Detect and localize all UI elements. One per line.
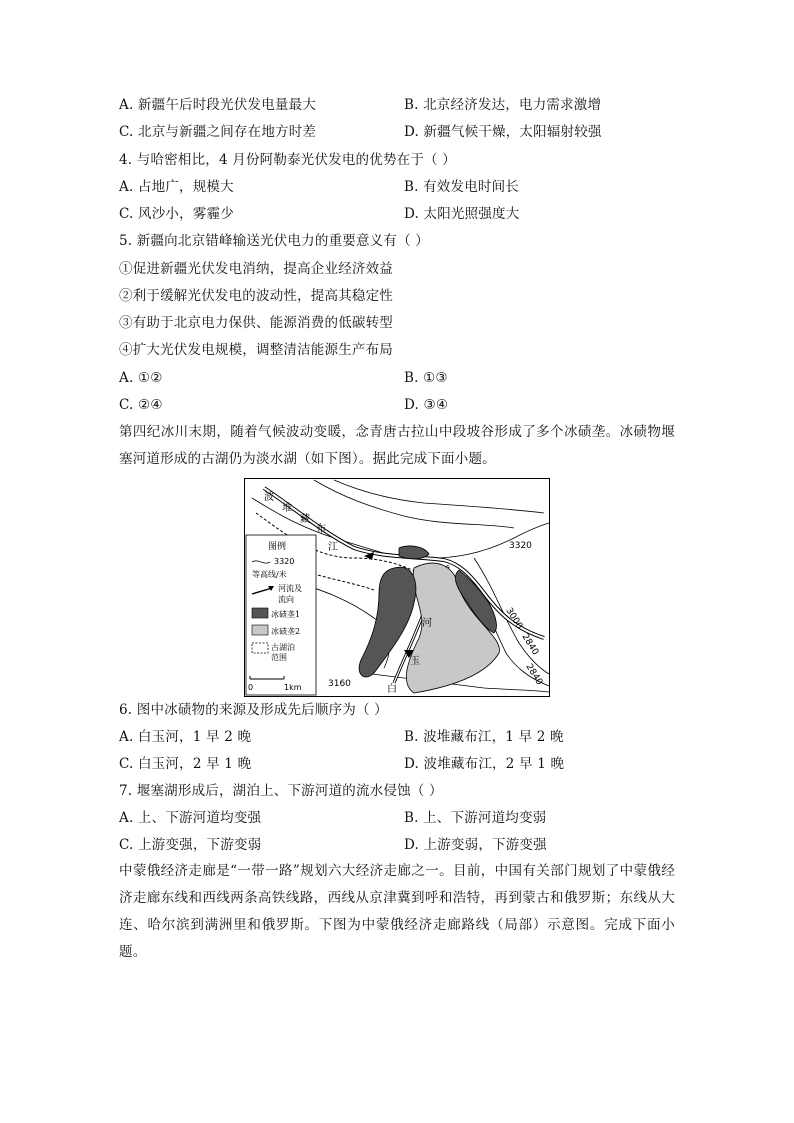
q7-option-b: B. 上、下游河道均变弱: [404, 810, 547, 826]
q3-option-a: A. 新疆午后时段光伏发电量最大: [119, 97, 317, 113]
moraine-map-figure: [244, 478, 550, 697]
q3-option-b: B. 北京经济发达，电力需求激增: [404, 97, 602, 113]
q4-option-c: C. 风沙小，雾霾少: [119, 206, 234, 222]
q5-item-3: ③有助于北京电力保供、能源消费的低碳转型: [119, 315, 393, 331]
scale-one-km: 1km: [284, 683, 302, 692]
trib-char-1: 河: [422, 618, 432, 629]
q4-option-d: D. 太阳光照强度大: [404, 206, 520, 222]
passage-economic-corridor: 中蒙俄经济走廊是“一带一路”规划六大经济走廊之一。目前，中国有关部门规划了中蒙俄经济走廊东线和西线两条高铁线路，西线从京津冀到呼和浩特，再到蒙古和俄罗斯；东线从大连、哈尔滨到满洲里和俄罗斯。下图为中蒙俄经济走廊路线（局部）示意图。完成下面小题。: [119, 863, 675, 960]
q7-option-a: A. 上、下游河道均变强: [119, 810, 262, 826]
legend-moraine2: 冰碛垄2: [271, 627, 301, 636]
q6-option-d: D. 波堆藏布江，2 早 1 晚: [404, 756, 565, 772]
passage-glacier: 第四纪冰川末期，随着气候波动变暖，念青唐古拉山中段坡谷形成了多个冰碛垄。冰碛物堰塞河道形成的古湖仍为淡水湖（如下图）。据此完成下面小题。: [119, 424, 675, 467]
contour-label-2840a: 2840: [519, 632, 541, 658]
q7-option-d: D. 上游变弱，下游变强: [404, 837, 547, 853]
q6-option-a: A. 白玉河，1 早 2 晚: [119, 729, 252, 745]
q3-option-d: D. 新疆气候干燥，太阳辐射较强: [404, 124, 602, 140]
river-char-3: 藏: [300, 514, 310, 525]
legend-moraine1: 冰碛垄1: [271, 610, 301, 619]
q5-option-a: A. ①②: [119, 370, 163, 386]
q3-option-c: C. 北京与新疆之间存在地方时差: [119, 124, 317, 140]
legend-river-2: 流向: [278, 595, 294, 604]
q5-option-c: C. ②④: [119, 397, 163, 413]
trib-char-2: 玉: [410, 656, 420, 667]
river-char-4: 布: [316, 524, 326, 535]
q5-option-d: D. ③④: [404, 397, 449, 413]
legend-lake-2: 范围: [271, 653, 287, 662]
q7-stem: 7. 堰塞湖形成后，湖泊上、下游河道的流水侵蚀（ ）: [119, 783, 443, 799]
q5-option-b: B. ①③: [404, 370, 448, 386]
river-char-2: 堆: [282, 503, 292, 514]
map-legend: [246, 535, 316, 695]
contour-label-3160: 3160: [328, 679, 351, 689]
q4-option-b: B. 有效发电时间长: [404, 179, 520, 195]
q6-option-c: C. 白玉河，2 早 1 晚: [119, 756, 252, 772]
legend-contour-value: 3320: [274, 557, 295, 566]
q5-item-4: ④扩大光伏发电规模，调整清洁能源生产布局: [119, 342, 393, 358]
q7-option-c: C. 上游变强，下游变弱: [119, 837, 262, 853]
legend-lake-1: 古湖泊: [271, 643, 295, 652]
contour-label-3320: 3320: [509, 541, 532, 551]
legend-title: 图例: [268, 542, 287, 552]
river-char-1: 波: [264, 492, 274, 503]
q4-stem: 4. 与哈密相比，4 月份阿勒泰光伏发电的优势在于（ ）: [119, 152, 456, 168]
scale-zero: 0: [248, 683, 254, 692]
q5-item-1: ①促进新疆光伏发电消纳，提高企业经济效益: [119, 261, 393, 277]
legend-river-1: 河流及: [278, 584, 302, 593]
moraine1-swatch: [252, 608, 268, 618]
river-char-5: 江: [328, 542, 338, 553]
moraine2-swatch: [252, 625, 268, 635]
q6-option-b: B. 波堆藏布江，1 早 2 晚: [404, 729, 564, 745]
contour-label-2840b: 2840: [523, 662, 545, 688]
q5-item-2: ②利于缓解光伏发电的波动性，提高其稳定性: [119, 288, 393, 304]
q5-stem: 5. 新疆向北京错峰输送光伏电力的重要意义有（ ）: [119, 233, 429, 249]
contour-label-3000: 3000: [503, 606, 525, 632]
q4-option-a: A. 占地广，规模大: [119, 179, 234, 195]
q6-stem: 6. 图中冰碛物的来源及形成先后顺序为（ ）: [119, 702, 388, 718]
legend-contour-label: 等高线/米: [252, 570, 287, 579]
trib-char-3: 白: [387, 684, 397, 695]
